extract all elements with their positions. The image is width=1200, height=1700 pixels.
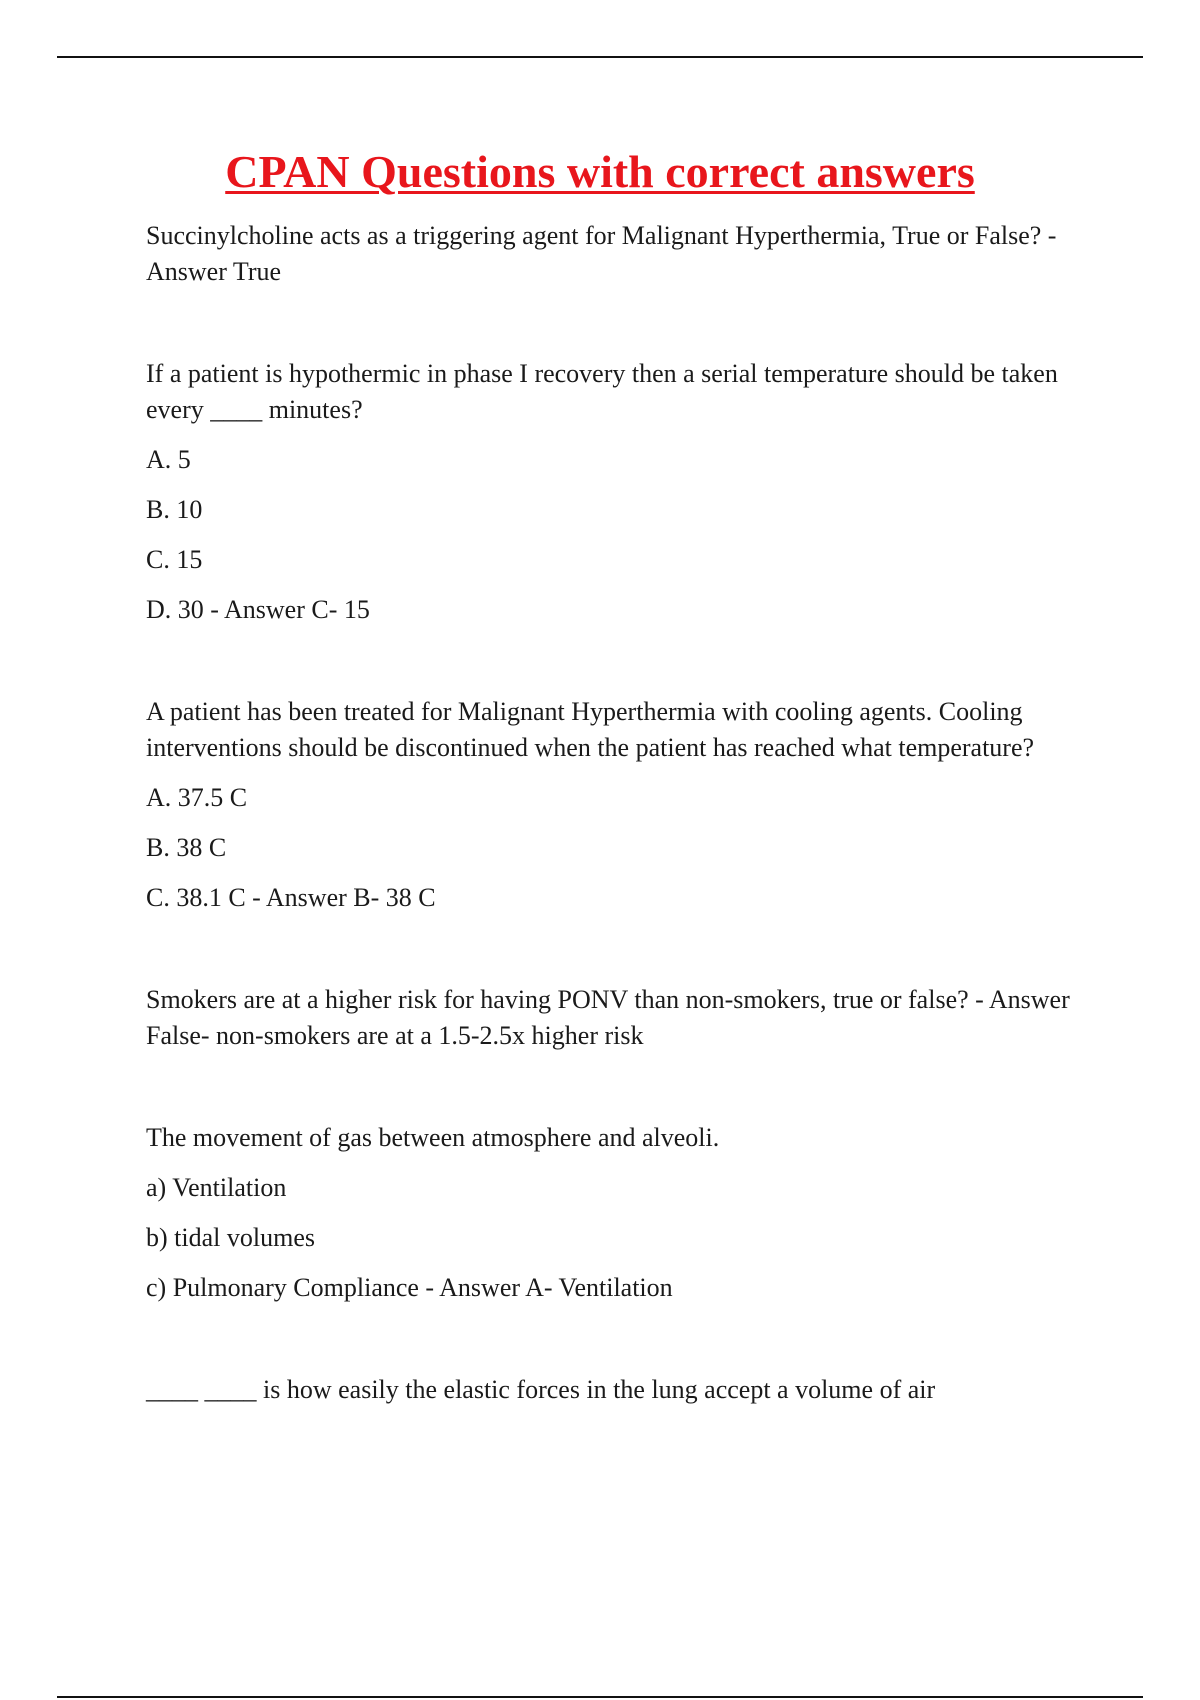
question-list (146, 218, 1076, 1408)
question-text: Succinylcholine acts as a triggering agent for Malignant Hyperthermia, True or False? - Answer True (146, 221, 1057, 286)
option-list (146, 1170, 1076, 1306)
question-text: The movement of gas between atmosphere and alveoli. (146, 1123, 720, 1152)
option-item: C. 15 (146, 545, 203, 574)
option-list (146, 780, 1076, 916)
page-title: CPAN Questions with correct answers (225, 146, 975, 197)
question-block (146, 982, 1076, 1054)
option-list (146, 442, 1076, 628)
option-item: B. 10 (146, 495, 203, 524)
option-item: C. 38.1 C - Answer B- 38 C (146, 883, 436, 912)
option-item: A. 5 (146, 445, 191, 474)
question-block (146, 694, 1076, 916)
bottom-rule (57, 1696, 1143, 1698)
question-block (146, 1120, 1076, 1306)
top-rule (57, 56, 1143, 58)
question-text: A patient has been treated for Malignant Hyperthermia with cooling agents. Cooling interventions should be discontinued when the patient has reached what temperature? (146, 697, 1035, 762)
option-item: A. 37.5 C (146, 783, 248, 812)
option-item: b) tidal volumes (146, 1223, 315, 1252)
question-text: ____ ____ is how easily the elastic forces in the lung accept a volume of air (146, 1375, 936, 1404)
question-text: Smokers are at a higher risk for having PONV than non-smokers, true or false? - Answer False- non-smokers are at a 1.5-2.5x higher risk (146, 985, 1070, 1050)
question-block (146, 218, 1076, 290)
option-item: c) Pulmonary Compliance - Answer A- Ventilation (146, 1273, 673, 1302)
option-item: B. 38 C (146, 833, 227, 862)
option-item: D. 30 - Answer C- 15 (146, 595, 370, 624)
question-text: If a patient is hypothermic in phase I recovery then a serial temperature should be taken every ____ minutes? (146, 359, 1058, 424)
question-block (146, 1372, 1076, 1408)
option-item: a) Ventilation (146, 1173, 287, 1202)
question-block (146, 356, 1076, 628)
